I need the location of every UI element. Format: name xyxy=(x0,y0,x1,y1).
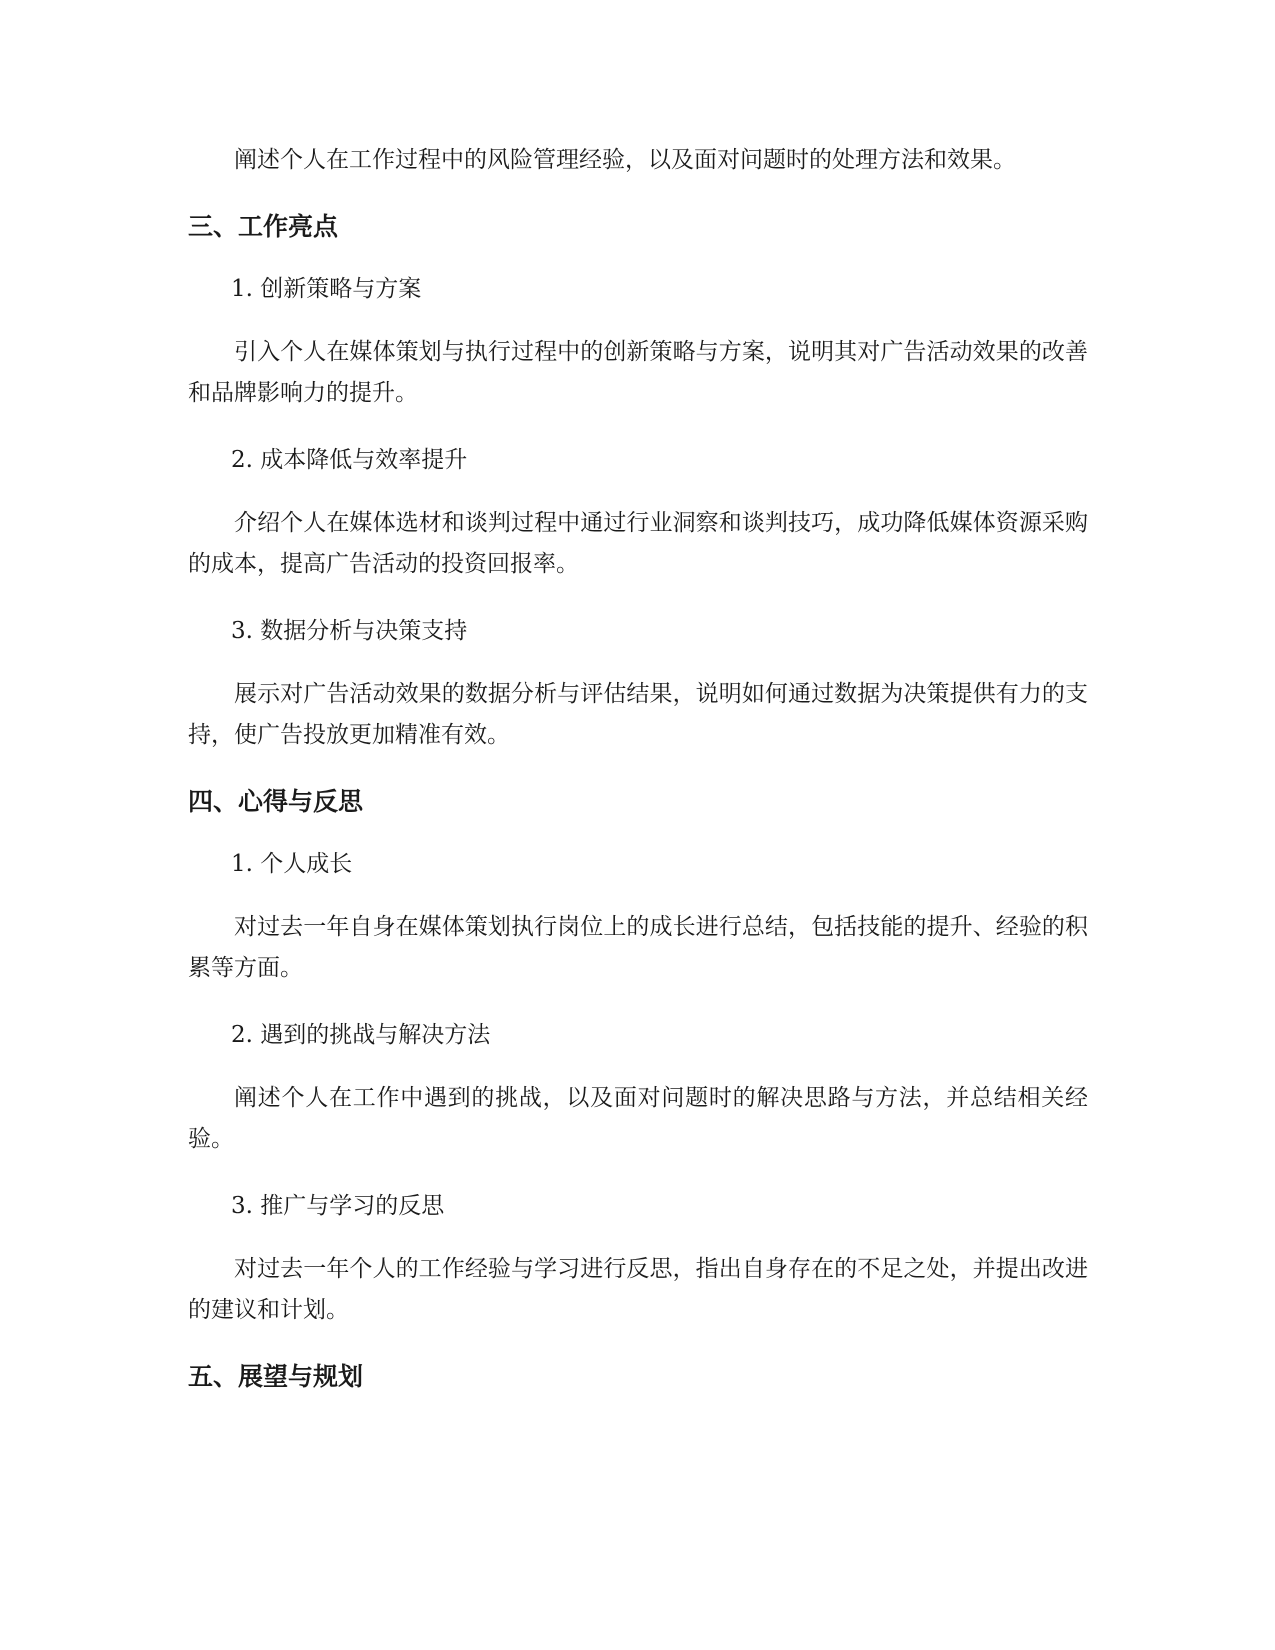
item-reflection: 3. 推广与学习的反思 xyxy=(231,1193,445,1219)
risk-management-paragraph: 阐述个人在工作过程中的风险管理经验，以及面对问题时的处理方法和效果。 xyxy=(234,147,1016,173)
challenges-paragraph: 阐述个人在工作中遇到的挑战，以及面对问题时的解决思路与方法，并总结相关经验。 xyxy=(188,1085,1088,1152)
item-cost-efficiency: 2. 成本降低与效率提升 xyxy=(231,447,468,473)
section-four-heading: 四、心得与反思 xyxy=(188,787,364,816)
innovation-paragraph: 引入个人在媒体策划与执行过程中的创新策略与方案，说明其对广告活动效果的改善和品牌影响力的提升。 xyxy=(188,339,1088,406)
reflection-paragraph: 对过去一年个人的工作经验与学习进行反思，指出自身存在的不足之处，并提出改进的建议和计划。 xyxy=(188,1256,1088,1323)
section-five-heading: 五、展望与规划 xyxy=(188,1362,364,1391)
item-data-analysis: 3. 数据分析与决策支持 xyxy=(231,618,468,644)
item-innovation-strategy: 1. 创新策略与方案 xyxy=(231,276,422,302)
item-personal-growth: 1. 个人成长 xyxy=(231,851,353,877)
section-three-heading: 三、工作亮点 xyxy=(188,212,339,241)
growth-paragraph: 对过去一年自身在媒体策划执行岗位上的成长进行总结，包括技能的提升、经验的积累等方面。 xyxy=(188,914,1088,981)
cost-paragraph: 介绍个人在媒体选材和谈判过程中通过行业洞察和谈判技巧，成功降低媒体资源采购的成本，提高广告活动的投资回报率。 xyxy=(188,510,1088,577)
item-challenges: 2. 遇到的挑战与解决方法 xyxy=(231,1022,491,1048)
document-body xyxy=(188,140,1088,1419)
data-paragraph: 展示对广告活动效果的数据分析与评估结果，说明如何通过数据为决策提供有力的支持，使广告投放更加精准有效。 xyxy=(188,681,1088,748)
